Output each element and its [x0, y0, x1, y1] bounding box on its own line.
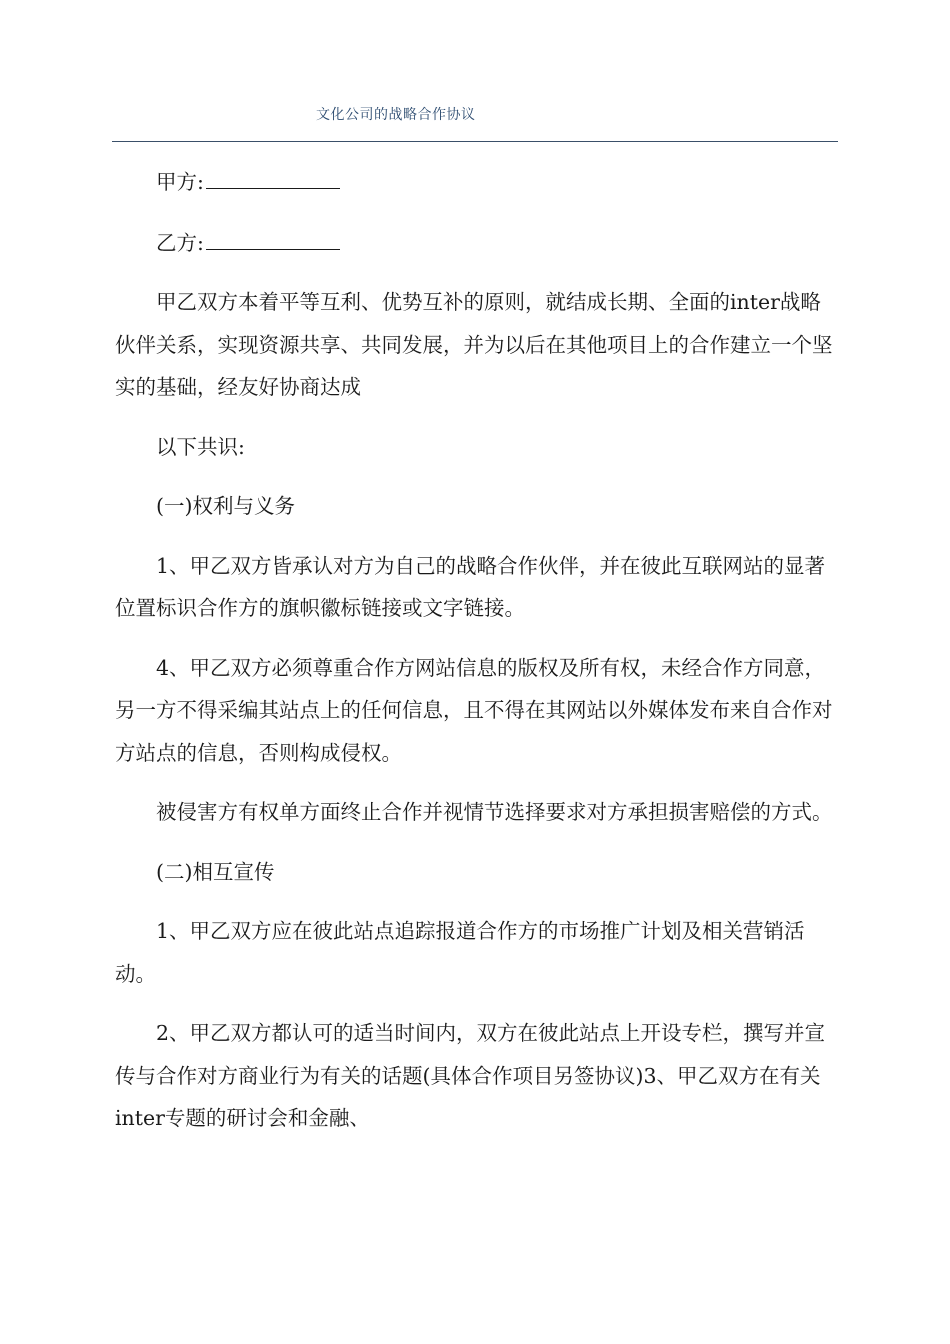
infringement-paragraph: 被侵害方有权单方面终止合作并视情节选择要求对方承担损害赔偿的方式。	[156, 800, 833, 824]
promo-clause-2-paragraph: 2、甲乙双方都认可的适当时间内，双方在彼此站点上开设专栏，撰写并宣传与合作对方商业行为有关的话题(具体合作项目另签协议)3、甲乙双方在有关inter专题的研讨会和金融、	[115, 1021, 826, 1130]
consensus-paragraph: 以下共识:	[156, 434, 245, 459]
section-2-title: (二)相互宣传	[156, 859, 275, 884]
promo-clause-1-paragraph: 1、甲乙双方应在彼此站点追踪报道合作方的市场推广计划及相关营销活动。	[115, 919, 805, 986]
party-a-blank-field	[206, 160, 340, 189]
party-a-label: 甲方:	[156, 170, 204, 194]
party-b-label: 乙方:	[156, 230, 204, 255]
clause-4-paragraph: 4、甲乙双方必须尊重合作方网站信息的版权及所有权，未经合作方同意，另一方不得采编其站点上的任何信息，且不得在其网站以外媒体发布来自合作对方站点的信息，否则构成侵权。	[115, 655, 833, 765]
party-a-line	[115, 160, 840, 204]
section-1-title: (一)权利与义务	[156, 494, 295, 518]
clause-1-paragraph: 1、甲乙双方皆承认对方为自己的战略合作伙伴，并在彼此互联网站的显著位置标识合作方的旗帜徽标链接或文字链接。	[115, 553, 826, 620]
party-b-blank-field	[206, 221, 340, 250]
intro-paragraph: 甲乙双方本着平等互利、优势互补的原则，就结成长期、全面的inter战略伙伴关系，实现资源共享、共同发展，并为以后在其他项目上的合作建立一个坚实的基础，经友好协商达成	[115, 290, 833, 399]
document-body	[115, 160, 840, 1157]
header-title: 文化公司的战略合作协议	[316, 107, 476, 123]
party-b-line	[115, 221, 840, 265]
header-divider	[112, 141, 838, 142]
